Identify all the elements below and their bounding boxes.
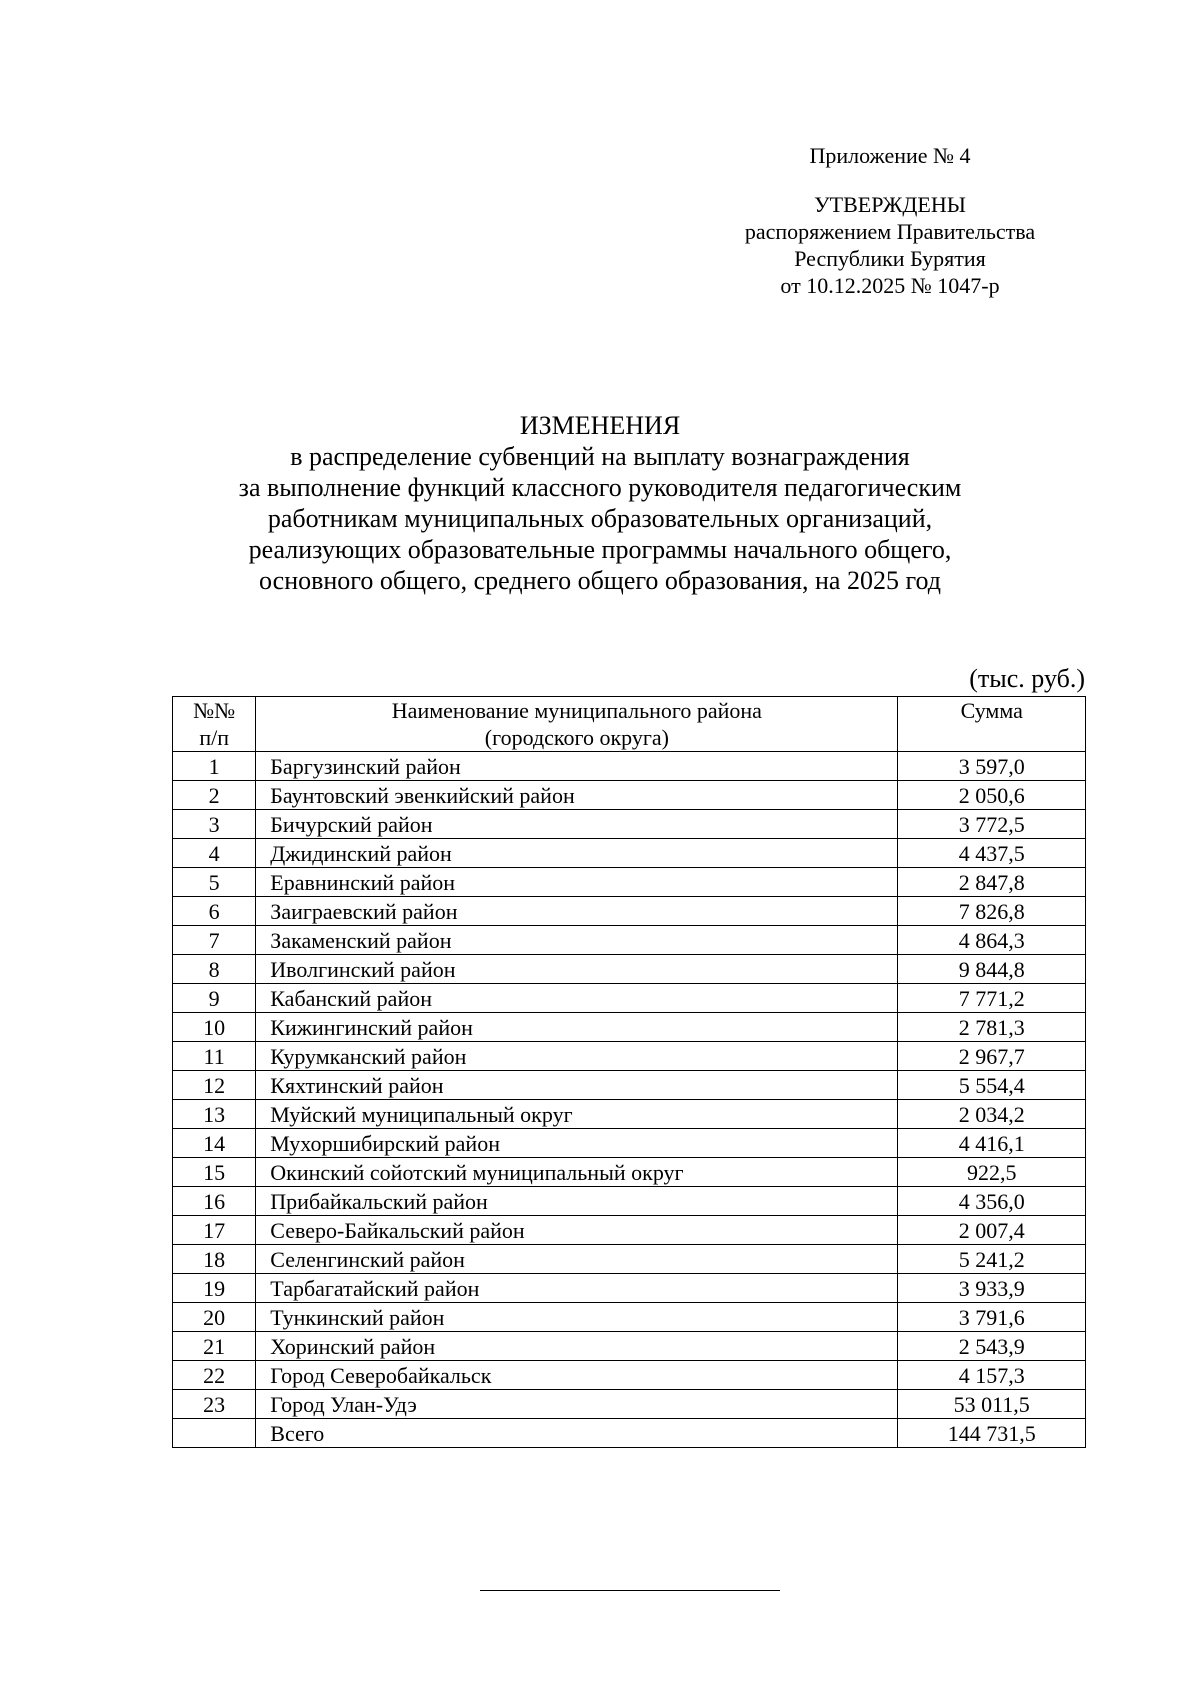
row-sum-cell: 4 157,3 <box>898 1361 1086 1390</box>
header-num-line-2: п/п <box>199 725 229 750</box>
approval-line-1: распоряжением Правительства <box>744 219 1036 244</box>
row-sum-cell: 4 416,1 <box>898 1129 1086 1158</box>
header-sum: Сумма <box>898 697 1086 752</box>
table-row <box>173 1332 1086 1361</box>
table-row <box>173 1100 1086 1129</box>
heading-line: работникам муниципальных образовательных организаций, <box>267 504 933 533</box>
row-name-cell: Хоринский район <box>256 1332 898 1361</box>
row-sum-cell: 4 864,3 <box>898 926 1086 955</box>
row-num-cell: 8 <box>173 955 256 984</box>
row-num-cell: 6 <box>173 897 256 926</box>
table-row <box>173 955 1086 984</box>
row-name-cell: Кяхтинский район <box>256 1071 898 1100</box>
document-title: ИЗМЕНЕНИЯ <box>519 411 681 440</box>
heading-line: реализующих образовательные программы начального общего, <box>248 535 952 564</box>
row-num-cell: 5 <box>173 868 256 897</box>
row-name-cell: Окинский сойотский муниципальный округ <box>256 1158 898 1187</box>
table-row <box>173 897 1086 926</box>
heading-line: основного общего, среднего общего образования, на 2025 год <box>259 566 941 595</box>
row-name-cell: Баунтовский эвенкийский район <box>256 781 898 810</box>
table-row <box>173 752 1086 781</box>
row-name-cell: Всего <box>256 1419 898 1448</box>
row-name-cell: Кабанский район <box>256 984 898 1013</box>
header-name-line-2: (городского округа) <box>484 725 669 750</box>
row-num-cell: 10 <box>173 1013 256 1042</box>
table-row <box>173 1361 1086 1390</box>
row-sum-cell: 3 597,0 <box>898 752 1086 781</box>
table-row <box>173 1245 1086 1274</box>
row-sum-cell: 3 933,9 <box>898 1274 1086 1303</box>
table-row <box>173 1216 1086 1245</box>
row-name-cell: Бичурский район <box>256 810 898 839</box>
row-num-cell: 17 <box>173 1216 256 1245</box>
row-sum-cell: 922,5 <box>898 1158 1086 1187</box>
table-row <box>173 781 1086 810</box>
row-sum-cell: 4 356,0 <box>898 1187 1086 1216</box>
heading-line: за выполнение функций классного руководителя педагогическим <box>238 473 962 502</box>
table-row <box>173 1071 1086 1100</box>
heading-line: в распределение субвенций на выплату вознаграждения <box>290 442 910 471</box>
row-name-cell: Джидинский район <box>256 839 898 868</box>
row-sum-cell: 4 437,5 <box>898 839 1086 868</box>
row-num-cell: 19 <box>173 1274 256 1303</box>
units-label: (тыс. руб.) <box>969 664 1085 693</box>
row-name-cell: Заиграевский район <box>256 897 898 926</box>
row-name-cell: Еравнинский район <box>256 868 898 897</box>
table-row <box>173 1390 1086 1419</box>
row-num-cell: 15 <box>173 1158 256 1187</box>
row-num-cell: 16 <box>173 1187 256 1216</box>
row-name-cell: Мухоршибирский район <box>256 1129 898 1158</box>
row-num-cell: 20 <box>173 1303 256 1332</box>
row-name-cell: Селенгинский район <box>256 1245 898 1274</box>
row-name-cell: Тункинский район <box>256 1303 898 1332</box>
row-num-cell: 12 <box>173 1071 256 1100</box>
row-num-cell: 2 <box>173 781 256 810</box>
row-num-cell: 18 <box>173 1245 256 1274</box>
approval-line-3: от 10.12.2025 № 1047-р <box>780 273 1000 298</box>
row-sum-cell: 2 847,8 <box>898 868 1086 897</box>
table-row <box>173 926 1086 955</box>
row-name-cell: Город Северобайкальск <box>256 1361 898 1390</box>
row-sum-cell: 2 967,7 <box>898 1042 1086 1071</box>
header-name-line-1: Наименование муниципального района <box>391 698 762 723</box>
table-row <box>173 1129 1086 1158</box>
table-row <box>173 1187 1086 1216</box>
appendix-label: Приложение № 4 <box>809 143 971 168</box>
table-row <box>173 1042 1086 1071</box>
row-sum-cell: 2 007,4 <box>898 1216 1086 1245</box>
row-name-cell: Закаменский район <box>256 926 898 955</box>
row-name-cell: Северо-Байкальский район <box>256 1216 898 1245</box>
table-header-row <box>173 697 1086 752</box>
row-sum-cell: 9 844,8 <box>898 955 1086 984</box>
table-row <box>173 839 1086 868</box>
table-row <box>173 1274 1086 1303</box>
row-name-cell: Курумканский район <box>256 1042 898 1071</box>
table-row <box>173 1158 1086 1187</box>
row-num-cell: 3 <box>173 810 256 839</box>
table-row <box>173 810 1086 839</box>
table-row <box>173 1013 1086 1042</box>
document-heading <box>160 410 1040 596</box>
table-row <box>173 1303 1086 1332</box>
row-num-cell: 14 <box>173 1129 256 1158</box>
row-sum-cell: 5 554,4 <box>898 1071 1086 1100</box>
approval-block <box>700 142 1080 299</box>
row-name-cell: Кижингинский район <box>256 1013 898 1042</box>
row-num-cell: 9 <box>173 984 256 1013</box>
row-num-cell: 7 <box>173 926 256 955</box>
row-sum-cell: 144 731,5 <box>898 1419 1086 1448</box>
row-sum-cell: 2 050,6 <box>898 781 1086 810</box>
row-sum-cell: 53 011,5 <box>898 1390 1086 1419</box>
distribution-table <box>172 696 1086 1448</box>
row-num-cell <box>173 1419 256 1448</box>
row-name-cell: Тарбагатайский район <box>256 1274 898 1303</box>
row-num-cell: 21 <box>173 1332 256 1361</box>
approval-line-2: Республики Бурятия <box>794 246 986 271</box>
row-name-cell: Иволгинский район <box>256 955 898 984</box>
row-sum-cell: 7 826,8 <box>898 897 1086 926</box>
row-name-cell: Прибайкальский район <box>256 1187 898 1216</box>
row-sum-cell: 3 772,5 <box>898 810 1086 839</box>
row-sum-cell: 2 034,2 <box>898 1100 1086 1129</box>
row-num-cell: 22 <box>173 1361 256 1390</box>
table-row <box>173 868 1086 897</box>
approved-label: УТВЕРЖДЕНЫ <box>814 192 966 217</box>
table-row <box>173 984 1086 1013</box>
row-name-cell: Муйский муниципальный округ <box>256 1100 898 1129</box>
row-sum-cell: 2 781,3 <box>898 1013 1086 1042</box>
row-num-cell: 11 <box>173 1042 256 1071</box>
row-num-cell: 13 <box>173 1100 256 1129</box>
row-num-cell: 23 <box>173 1390 256 1419</box>
header-num-line-1: №№ <box>193 698 236 723</box>
row-sum-cell: 3 791,6 <box>898 1303 1086 1332</box>
header-num <box>173 697 256 752</box>
row-num-cell: 4 <box>173 839 256 868</box>
row-sum-cell: 2 543,9 <box>898 1332 1086 1361</box>
row-name-cell: Город Улан-Удэ <box>256 1390 898 1419</box>
row-name-cell: Баргузинский район <box>256 752 898 781</box>
total-row <box>173 1419 1086 1448</box>
row-sum-cell: 7 771,2 <box>898 984 1086 1013</box>
footer-divider <box>480 1590 780 1591</box>
header-name <box>256 697 898 752</box>
row-sum-cell: 5 241,2 <box>898 1245 1086 1274</box>
row-num-cell: 1 <box>173 752 256 781</box>
